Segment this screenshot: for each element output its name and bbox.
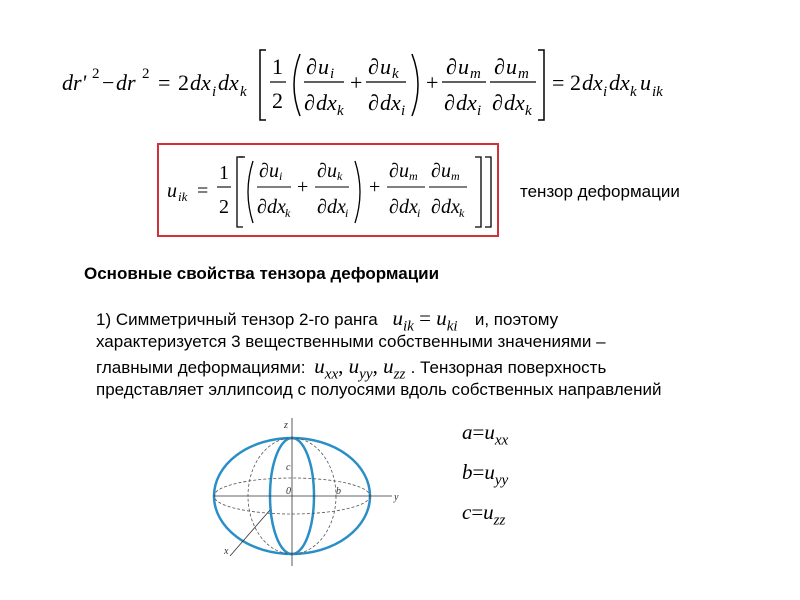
svg-text:=: = bbox=[197, 180, 209, 202]
semi-axis-b: $b=u_{yy}$ bbox=[462, 460, 509, 489]
svg-text:1: 1 bbox=[219, 162, 229, 184]
svg-text:2: 2 bbox=[92, 66, 100, 82]
svg-text:∂: ∂ bbox=[492, 90, 503, 115]
svg-text:∂: ∂ bbox=[317, 196, 327, 218]
svg-text:dx: dx bbox=[609, 70, 630, 95]
svg-text:∂: ∂ bbox=[389, 160, 399, 182]
svg-text:∂: ∂ bbox=[257, 196, 267, 218]
symmetry-relation: $u_{ik} = u_{ki}$ bbox=[392, 306, 458, 335]
svg-text:dx: dx bbox=[456, 90, 477, 115]
svg-text:∂: ∂ bbox=[494, 54, 505, 79]
svg-text:z: z bbox=[284, 420, 288, 431]
strain-equation bbox=[62, 44, 682, 124]
strain-tensor-definition-box bbox=[157, 143, 499, 237]
svg-text:k: k bbox=[240, 84, 247, 100]
principal-strains: $u_{xx}$, $u_{yy}$, $u_{zz}$ bbox=[314, 354, 406, 383]
svg-text:2: 2 bbox=[178, 70, 189, 95]
svg-text:m: m bbox=[470, 66, 481, 82]
svg-text:dx: dx bbox=[327, 196, 346, 218]
svg-text:i: i bbox=[345, 206, 349, 220]
svg-text:0: 0 bbox=[286, 486, 291, 497]
svg-text:∂: ∂ bbox=[389, 196, 399, 218]
svg-text:u: u bbox=[318, 54, 329, 79]
svg-text:k: k bbox=[285, 206, 291, 220]
svg-text:i: i bbox=[401, 103, 406, 119]
svg-text:2: 2 bbox=[570, 70, 581, 95]
para-line-2: характеризуется 3 вещественными собственными значениями – bbox=[96, 332, 606, 351]
lhs-dr-prime: dr' bbox=[62, 70, 87, 95]
svg-text:dx: dx bbox=[267, 196, 286, 218]
svg-text:u: u bbox=[380, 54, 391, 79]
svg-text:b: b bbox=[336, 486, 341, 497]
svg-text:2: 2 bbox=[219, 196, 229, 218]
svg-text:i: i bbox=[603, 84, 608, 100]
svg-text:k: k bbox=[630, 84, 637, 100]
svg-text:x: x bbox=[224, 546, 229, 557]
ellipsoid-figure bbox=[210, 418, 410, 573]
svg-text:ik: ik bbox=[652, 84, 663, 100]
svg-text:m: m bbox=[409, 169, 418, 183]
svg-text:y: y bbox=[394, 492, 399, 503]
tensor-label: тензор деформации bbox=[520, 182, 680, 201]
svg-text:∂: ∂ bbox=[431, 160, 441, 182]
svg-text:+: + bbox=[369, 176, 381, 198]
svg-text:k: k bbox=[525, 103, 532, 119]
svg-text:u: u bbox=[640, 70, 651, 95]
svg-text:i: i bbox=[279, 169, 283, 183]
boxed-equation-svg bbox=[159, 145, 501, 239]
svg-text:u: u bbox=[399, 160, 409, 182]
svg-text:∂: ∂ bbox=[259, 160, 269, 182]
strain-equation-svg bbox=[62, 44, 682, 124]
svg-text:dx: dx bbox=[399, 196, 418, 218]
svg-text:dx: dx bbox=[190, 70, 211, 95]
svg-text:1: 1 bbox=[272, 54, 283, 79]
svg-text:u: u bbox=[441, 160, 451, 182]
svg-text:2: 2 bbox=[142, 66, 150, 82]
svg-text:i: i bbox=[417, 206, 421, 220]
svg-text:c: c bbox=[286, 462, 291, 473]
svg-text:∂: ∂ bbox=[368, 90, 379, 115]
svg-text:+: + bbox=[350, 70, 363, 95]
svg-text:∂: ∂ bbox=[446, 54, 457, 79]
svg-text:k: k bbox=[459, 206, 465, 220]
svg-text:2: 2 bbox=[272, 88, 283, 113]
para-line-4: представляет эллипсоид с полуосями вдоль собственных направлений bbox=[96, 380, 662, 399]
svg-text:u: u bbox=[167, 180, 177, 202]
svg-text:k: k bbox=[337, 103, 344, 119]
svg-text:u: u bbox=[327, 160, 337, 182]
para-line-3: главными деформациями: $u_{xx}$, $u_{yy}$, $u_{zz}$ . Тензорная поверхность bbox=[96, 354, 607, 383]
svg-text:+: + bbox=[297, 176, 309, 198]
svg-text:dx: dx bbox=[316, 90, 337, 115]
svg-text:dx: dx bbox=[218, 70, 239, 95]
svg-text:∂: ∂ bbox=[304, 90, 315, 115]
svg-text:+: + bbox=[426, 70, 439, 95]
svg-text:dx: dx bbox=[504, 90, 525, 115]
svg-text:∂: ∂ bbox=[368, 54, 379, 79]
svg-text:k: k bbox=[337, 169, 343, 183]
svg-text:u: u bbox=[269, 160, 279, 182]
svg-text:dx: dx bbox=[441, 196, 460, 218]
lhs-dr: dr bbox=[116, 70, 136, 95]
svg-text:−: − bbox=[102, 70, 115, 95]
svg-text:ik: ik bbox=[178, 189, 188, 204]
svg-text:u: u bbox=[458, 54, 469, 79]
svg-text:dx: dx bbox=[582, 70, 603, 95]
svg-text:i: i bbox=[477, 103, 482, 119]
para-line-1: 1) Симметричный тензор 2-го ранга $u_{ik} = u_{ki}$ и, поэтому bbox=[96, 306, 559, 335]
svg-text:i: i bbox=[330, 66, 335, 82]
section-heading: Основные свойства тензора деформации bbox=[84, 264, 440, 283]
semi-axis-c: $c=u_{zz}$ bbox=[462, 500, 506, 529]
svg-text:u: u bbox=[506, 54, 517, 79]
svg-text:k: k bbox=[392, 66, 399, 82]
ellipsoid-svg bbox=[210, 418, 410, 568]
svg-text:∂: ∂ bbox=[317, 160, 327, 182]
svg-text:m: m bbox=[451, 169, 460, 183]
semi-axis-a: $a=u_{xx}$ bbox=[462, 420, 509, 449]
svg-text:i: i bbox=[212, 84, 217, 100]
svg-text:∂: ∂ bbox=[431, 196, 441, 218]
svg-text:=: = bbox=[552, 70, 565, 95]
svg-text:∂: ∂ bbox=[306, 54, 317, 79]
item-number: 1) bbox=[96, 310, 112, 329]
svg-text:=: = bbox=[158, 70, 171, 95]
svg-text:∂: ∂ bbox=[444, 90, 455, 115]
svg-text:m: m bbox=[518, 66, 529, 82]
svg-text:dx: dx bbox=[380, 90, 401, 115]
